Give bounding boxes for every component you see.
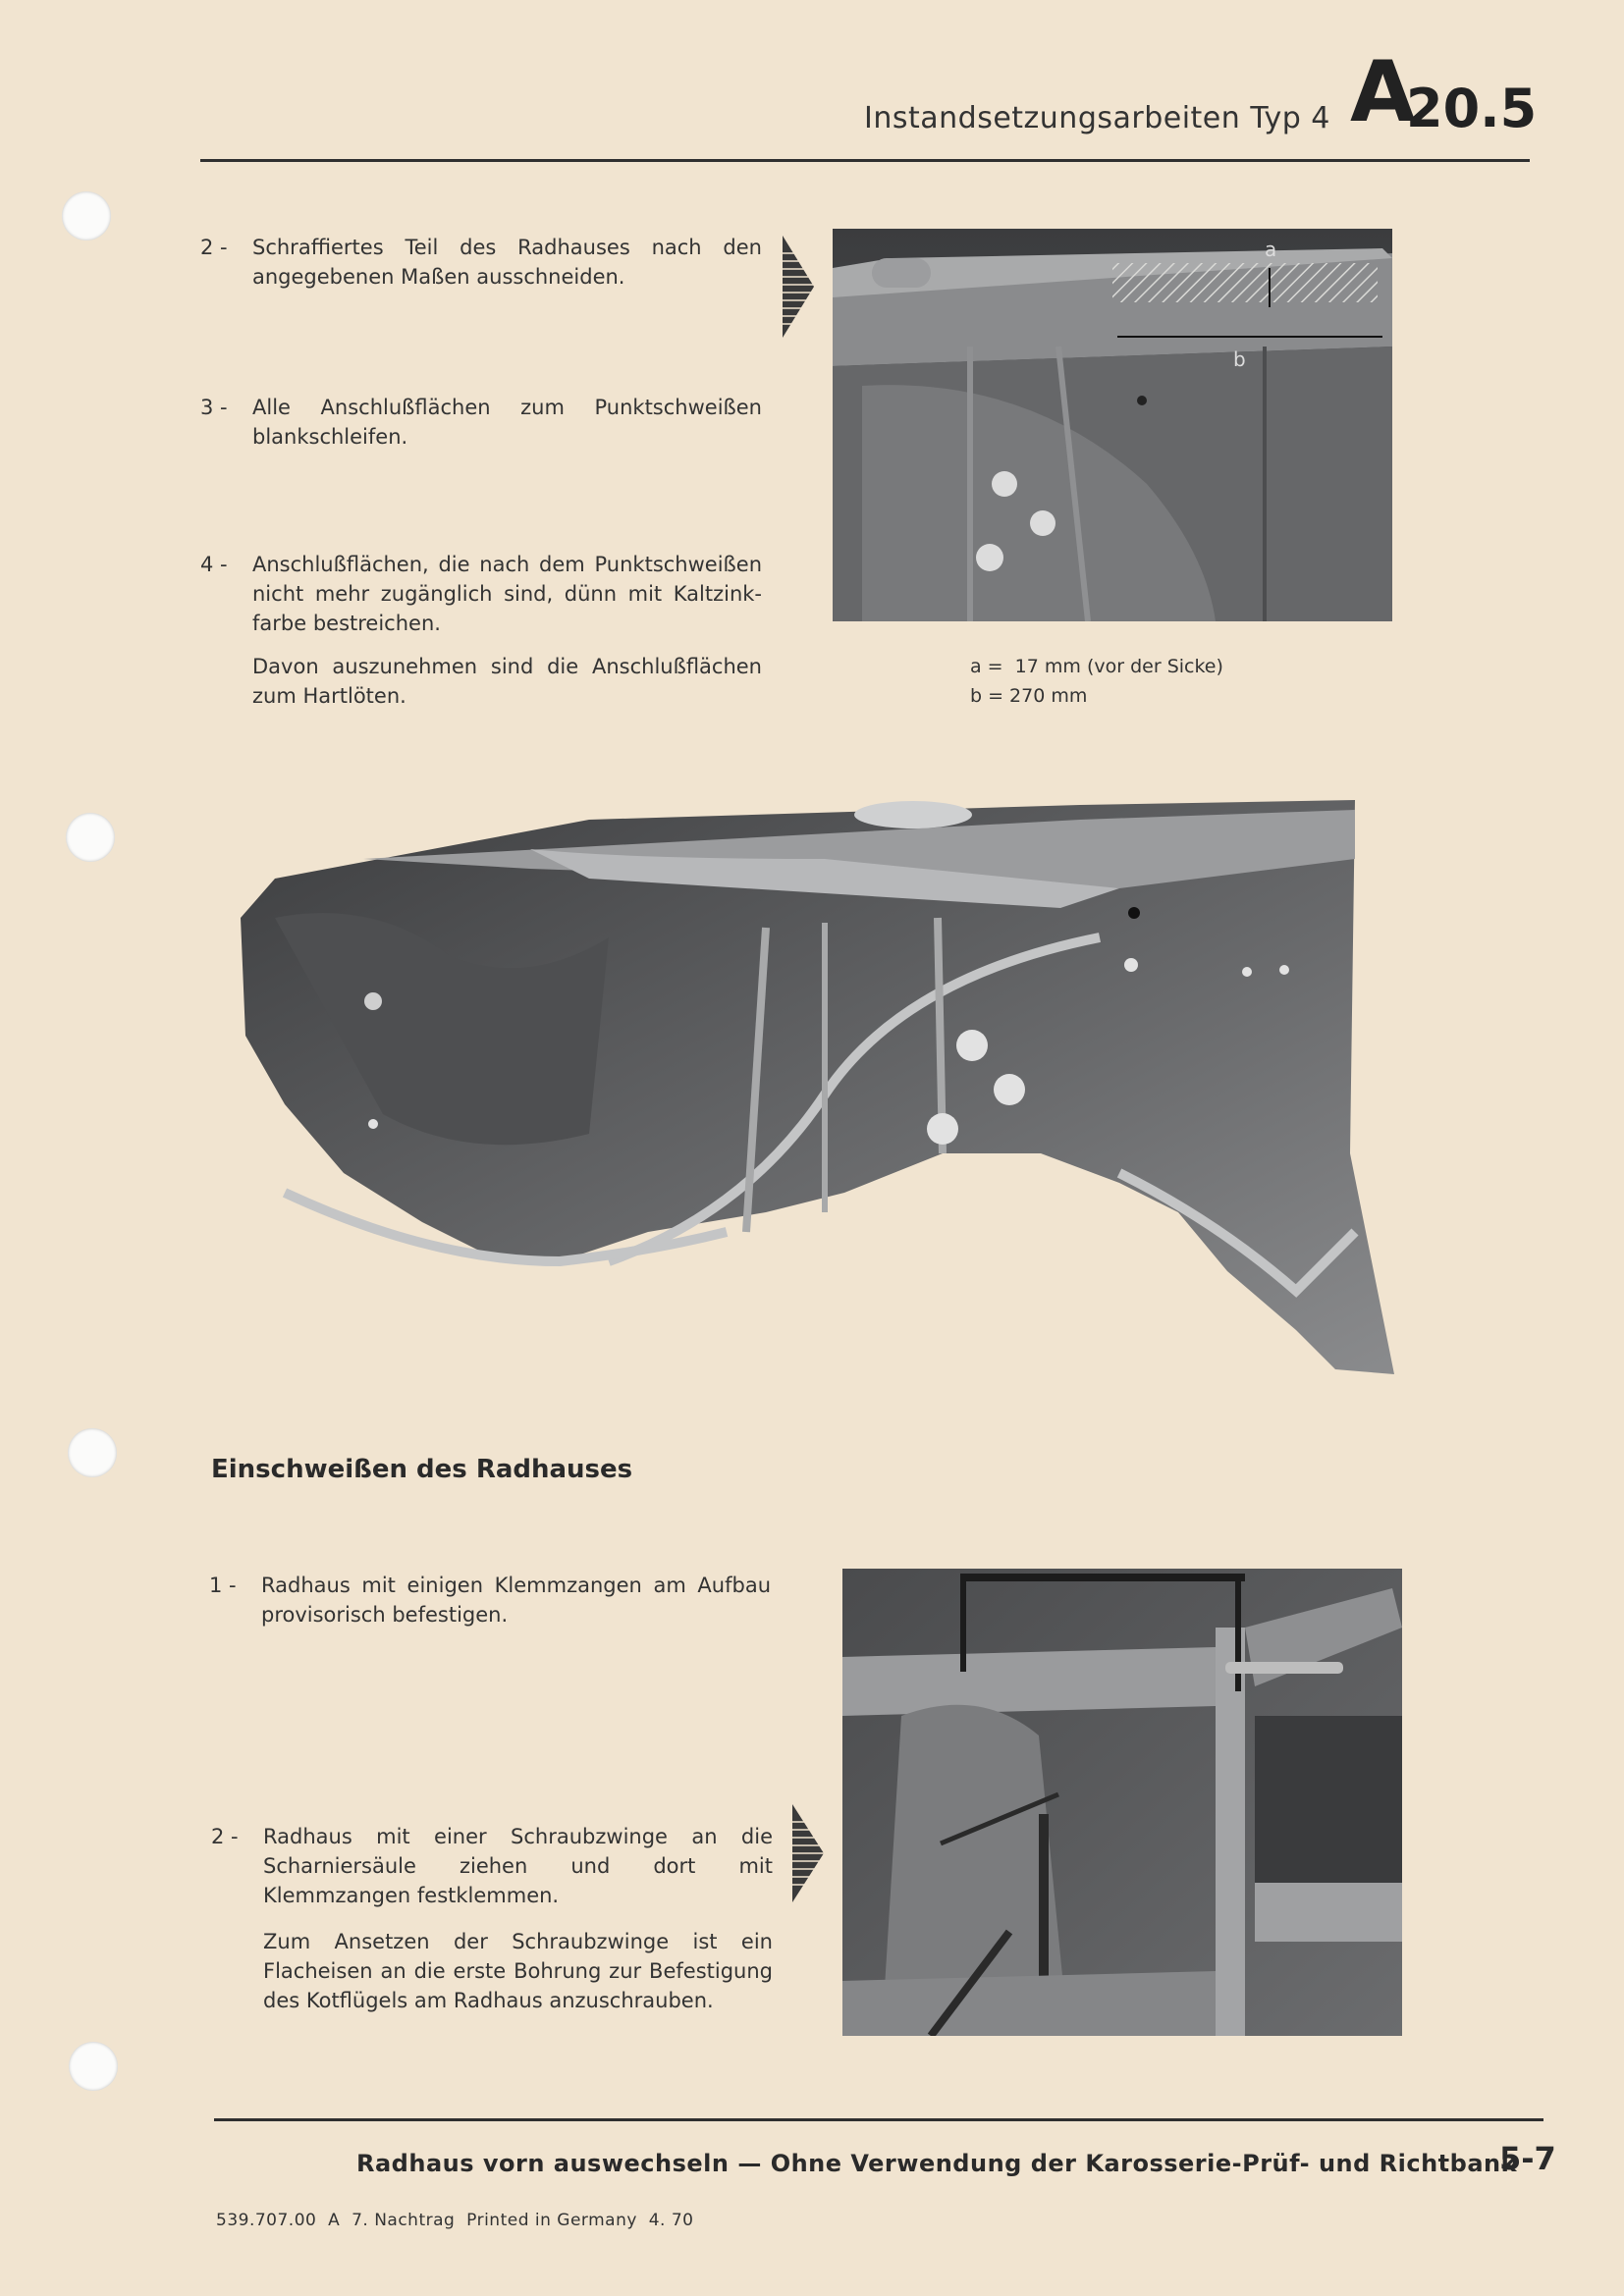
- photo-label-a: a: [1265, 238, 1277, 261]
- imprint: 539.707.00 A 7. Nachtrag Printed in Germany 4. 70: [216, 2211, 694, 2230]
- header-rule: [200, 159, 1530, 162]
- punch-hole: [62, 191, 111, 240]
- page-header-number: 20.5: [1406, 78, 1538, 139]
- step-number: 1 -: [209, 1574, 237, 1597]
- measurement-b: b = 270 mm: [970, 685, 1088, 707]
- step-text: Schraffiertes Teil des Radhauses nach den angegebenen Maßen ausschneiden.: [252, 236, 762, 289]
- step-2-clamp: [211, 1822, 773, 1910]
- step-text: Anschlußflächen, die nach dem Punktschweißen nicht mehr zugänglich sind, dünn mit Kaltzink-farbe bestreichen.: [252, 553, 762, 635]
- photo-wheel-arch-cut: [833, 229, 1392, 621]
- note-text: Davon auszunehmen sind die Anschlußflächen zum Hartlöten.: [252, 655, 762, 708]
- step-number: 4 -: [200, 553, 228, 576]
- page-number: 5-7: [1499, 2140, 1556, 2177]
- punch-hole: [68, 1428, 117, 1477]
- photo-wheel-arch-panel: [236, 800, 1399, 1379]
- photo-clamping: [842, 1569, 1402, 2036]
- photo-label-b: b: [1233, 347, 1246, 371]
- punch-hole: [69, 2042, 118, 2091]
- step-text: Radhaus mit einigen Klemmzangen am Aufbau provisorisch befestigen.: [261, 1574, 771, 1627]
- step-2: [200, 233, 762, 292]
- step-1: [209, 1571, 771, 1629]
- page-header-title: Instandsetzungsarbeiten Typ 4: [864, 101, 1330, 135]
- step-number: 2 -: [211, 1825, 239, 1848]
- step-3: [200, 393, 762, 452]
- step-text: Alle Anschlußflächen zum Punktschweißen blankschleifen.: [252, 396, 762, 449]
- footer-rule: [214, 2118, 1543, 2121]
- page-header-letter: A: [1350, 43, 1416, 141]
- pointer-arrow-icon: [781, 234, 816, 340]
- footer-title: Radhaus vorn auswechseln — Ohne Verwendung der Karosserie-Prüf- und Richtbank: [356, 2150, 1518, 2177]
- punch-hole: [66, 813, 115, 862]
- measurement-a: a = 17 mm (vor der Sicke): [970, 656, 1223, 677]
- section-heading: Einschweißen des Radhauses: [211, 1455, 633, 1484]
- note-text: Zum Ansetzen der Schraubzwinge ist ein Flacheisen an die erste Bohrung zur Befestigung des Kotflügels am Radhaus anzuschrauben.: [263, 1930, 773, 2012]
- step-number: 2 -: [200, 236, 228, 259]
- pointer-arrow-icon: [790, 1802, 826, 1904]
- step-text: Radhaus mit einer Schraubzwinge an die Scharniersäule ziehen und dort mit Klemmzangen festklemmen.: [263, 1825, 773, 1907]
- step-4: [200, 550, 762, 638]
- step-number: 3 -: [200, 396, 228, 419]
